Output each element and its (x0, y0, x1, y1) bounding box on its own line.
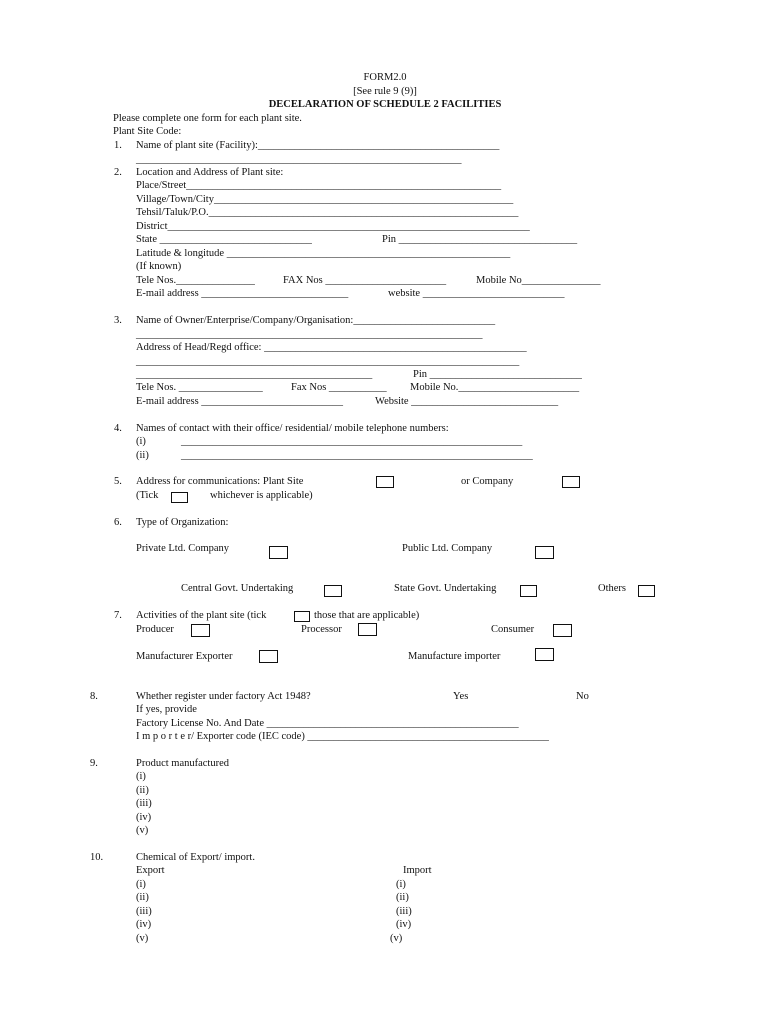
import-item: (iv) (396, 919, 412, 930)
office-fax-field[interactable]: Fax Nos ___________ (291, 382, 387, 393)
export-item: (i) (136, 879, 146, 890)
head-office-address-line-3[interactable]: _____________________________________________ (136, 369, 373, 380)
office-tele-field[interactable]: Tele Nos. ________________ (136, 382, 263, 393)
no-option[interactable]: No (576, 691, 589, 702)
company-checkbox[interactable] (562, 476, 580, 488)
email-field[interactable]: E-mail address ____________________________ (136, 288, 349, 299)
mfr-exporter-label: Manufacturer Exporter (136, 651, 233, 662)
contact-ii-label: (ii) (136, 450, 149, 461)
yes-option[interactable]: Yes (453, 691, 469, 702)
contacts-heading: Names of contact with their office/ residential/ mobile telephone numbers: (136, 423, 449, 434)
plant-site-name-field[interactable]: Name of plant site (Facility):______________________________________________ (136, 140, 500, 151)
office-mobile-field[interactable]: Mobile No._______________________ (410, 382, 580, 393)
tick-sample-box-2 (294, 611, 310, 622)
mfr-exporter-checkbox[interactable] (259, 650, 278, 663)
import-column-header: Import (403, 865, 432, 876)
or-company-label: or Company (461, 476, 514, 487)
plant-site-checkbox[interactable] (376, 476, 394, 488)
section-3-number: 3. (114, 315, 122, 326)
processor-label: Processor (301, 624, 342, 635)
plant-site-name-continuation[interactable]: ______________________________________________________________ (136, 154, 462, 165)
chemicals-heading: Chemical of Export/ import. (136, 852, 255, 863)
export-item: (iii) (136, 906, 152, 917)
section-5-number: 5. (114, 476, 122, 487)
section-6-number: 6. (114, 517, 122, 528)
product-item: (iv) (136, 812, 152, 823)
product-item: (v) (136, 825, 149, 836)
others-label: Others (598, 583, 626, 594)
section-8-number: 8. (90, 691, 98, 702)
producer-label: Producer (136, 624, 174, 635)
public-ltd-checkbox[interactable] (535, 546, 554, 559)
products-heading: Product manufactured (136, 758, 230, 769)
state-govt-checkbox[interactable] (520, 585, 537, 597)
product-item: (ii) (136, 785, 149, 796)
mobile-field[interactable]: Mobile No_______________ (476, 275, 601, 286)
consumer-label: Consumer (491, 624, 535, 635)
address-communication-label: Address for communications: Plant Site (136, 476, 304, 487)
pin-field[interactable]: Pin __________________________________ (382, 234, 578, 245)
contact-i-field[interactable]: _________________________________________________________________ (181, 436, 523, 447)
place-street-field[interactable]: Place/Street____________________________________________________________ (136, 180, 502, 191)
village-town-field[interactable]: Village/Town/City_________________________________________________________ (136, 194, 514, 205)
export-item: (v) (136, 933, 149, 944)
fax-field[interactable]: FAX Nos _______________________ (283, 275, 447, 286)
state-govt-label: State Govt. Undertaking (394, 583, 497, 594)
export-item: (ii) (136, 892, 149, 903)
form-title: DECELARATION OF SCHEDULE 2 FACILITIES (268, 99, 502, 110)
others-checkbox[interactable] (638, 585, 655, 597)
form-number: FORM2.0 (363, 72, 407, 83)
private-ltd-checkbox[interactable] (269, 546, 288, 559)
location-heading: Location and Address of Plant site: (136, 167, 284, 178)
if-known-note: (If known) (136, 261, 182, 272)
mfr-importer-label: Manufacture importer (408, 651, 501, 662)
owner-name-field[interactable]: Name of Owner/Enterprise/Company/Organisation:___________________________ (136, 315, 496, 326)
contact-i-label: (i) (136, 436, 146, 447)
lat-long-field[interactable]: Latitude & longitude ______________________________________________________ (136, 248, 511, 259)
central-govt-checkbox[interactable] (324, 585, 342, 597)
if-yes-label: If yes, provide (136, 704, 197, 715)
import-item: (iii) (396, 906, 412, 917)
section-9-number: 9. (90, 758, 98, 769)
section-4-number: 4. (114, 423, 122, 434)
mfr-importer-checkbox[interactable] (535, 648, 554, 661)
head-office-address-field[interactable]: Address of Head/Regd office: __________________________________________________ (136, 342, 527, 353)
section-1-number: 1. (114, 140, 122, 151)
tick-label: (Tick (136, 490, 159, 501)
state-field[interactable]: State _____________________________ (136, 234, 312, 245)
office-email-field[interactable]: E-mail address ___________________________ (136, 396, 344, 407)
activities-heading: Activities of the plant site (tick (136, 610, 267, 621)
import-item: (ii) (396, 892, 409, 903)
tehsil-field[interactable]: Tehsil/Taluk/P.O.___________________________________________________________ (136, 207, 519, 218)
office-website-field[interactable]: Website ____________________________ (375, 396, 559, 407)
tele-field[interactable]: Tele Nos._______________ (136, 275, 255, 286)
section-7-number: 7. (114, 610, 122, 621)
activities-heading-end: those that are applicable) (314, 610, 420, 621)
section-10-number: 10. (90, 852, 104, 863)
export-item: (iv) (136, 919, 152, 930)
product-item: (iii) (136, 798, 152, 809)
contact-ii-field[interactable]: ___________________________________________________________________ (181, 450, 533, 461)
tick-sample-box (171, 492, 188, 503)
whichever-applicable-label: whichever is applicable) (210, 490, 313, 501)
import-item: (i) (396, 879, 406, 890)
processor-checkbox[interactable] (358, 623, 377, 636)
organization-type-heading: Type of Organization: (136, 517, 229, 528)
office-pin-field[interactable]: Pin _____________________________ (413, 369, 582, 380)
factory-license-field[interactable]: Factory License No. And Date ________________________________________________ (136, 718, 519, 729)
product-item: (i) (136, 771, 146, 782)
private-ltd-label: Private Ltd. Company (136, 543, 230, 554)
export-column-header: Export (136, 865, 165, 876)
instruction-text: Please complete one form for each plant site. (113, 113, 302, 124)
owner-name-continuation[interactable]: __________________________________________________________________ (136, 329, 483, 340)
district-field[interactable]: District_____________________________________________________________________ (136, 221, 530, 232)
import-item: (v) (390, 933, 403, 944)
rule-reference: [See rule 9 (9)] (353, 86, 417, 97)
plant-site-code-label: Plant Site Code: (113, 126, 182, 137)
iec-code-field[interactable]: I m p o r t e r/ Exporter code (IEC code) ______________________________________________ (136, 731, 549, 742)
producer-checkbox[interactable] (191, 624, 210, 637)
factory-act-question: Whether register under factory Act 1948? (136, 691, 311, 702)
consumer-checkbox[interactable] (553, 624, 572, 637)
head-office-address-line-2[interactable]: _________________________________________________________________________ (136, 356, 520, 367)
public-ltd-label: Public Ltd. Company (402, 543, 493, 554)
website-field[interactable]: website ___________________________ (388, 288, 565, 299)
section-2-number: 2. (114, 167, 122, 178)
central-govt-label: Central Govt. Undertaking (181, 583, 294, 594)
